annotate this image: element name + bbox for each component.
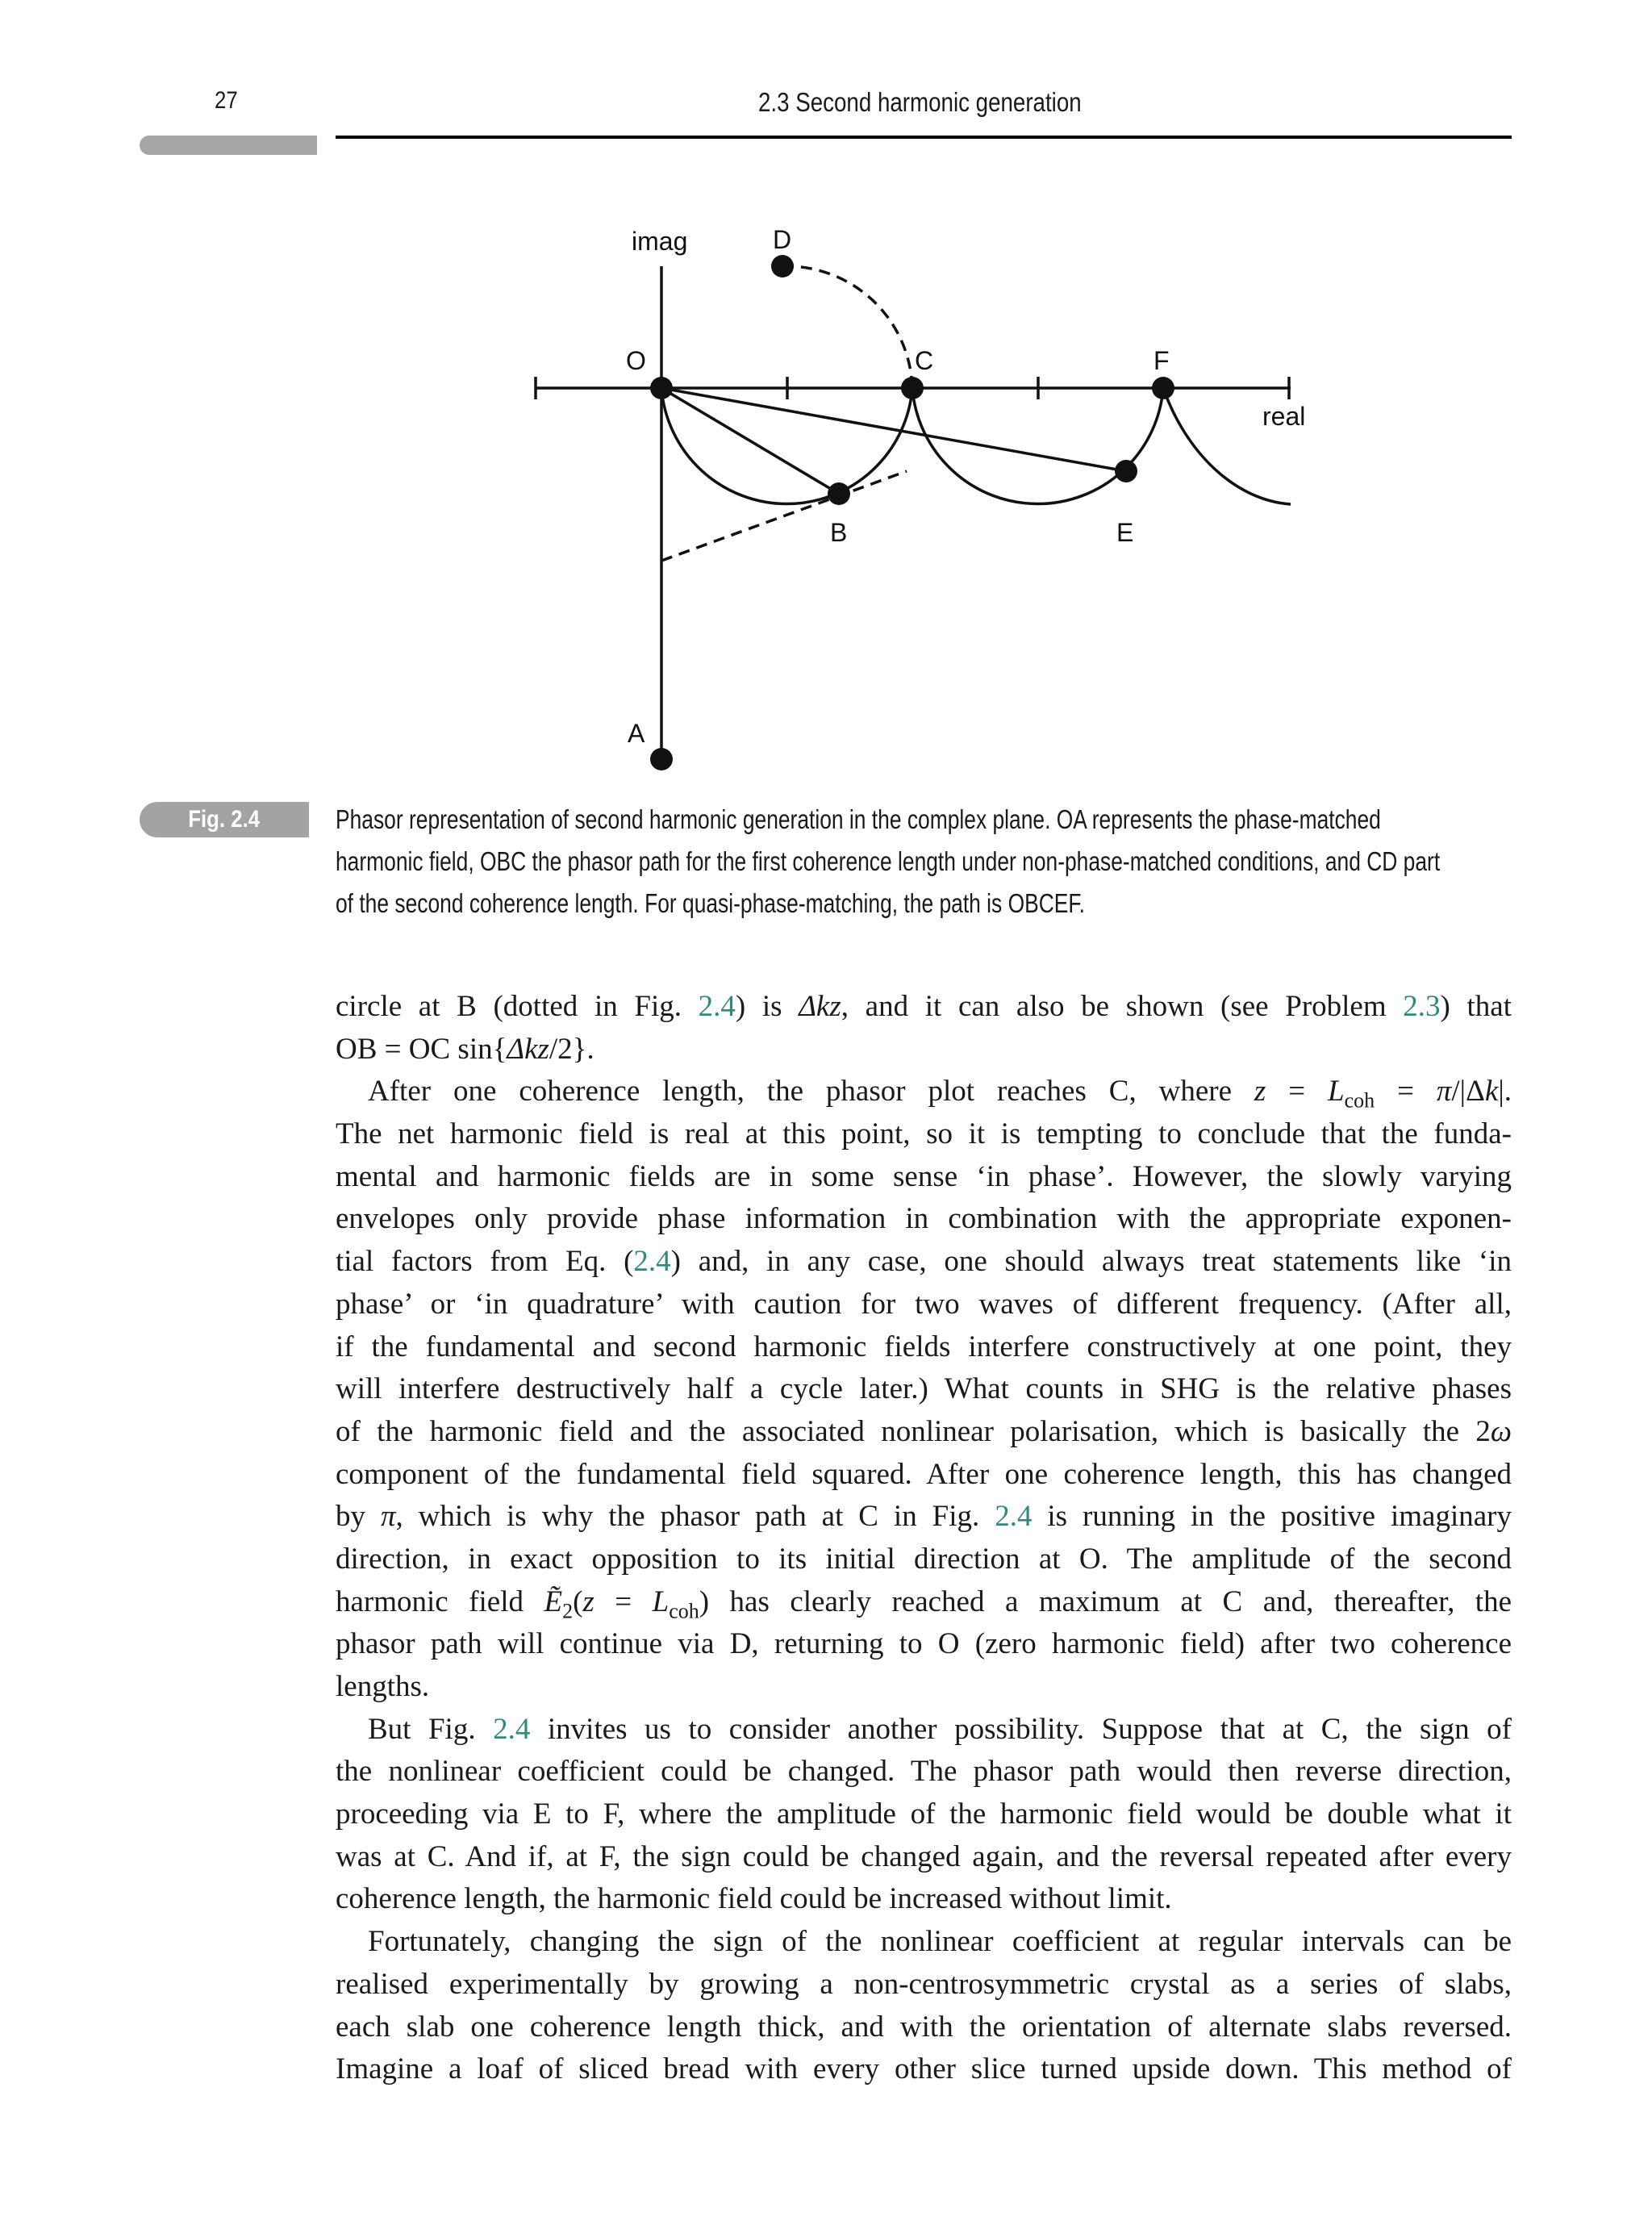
text-line: coherence length, the harmonic field could be increased without limit. (336, 1882, 1172, 1916)
point-o (650, 377, 673, 399)
arc-cef (912, 388, 1163, 504)
point-d (771, 255, 794, 278)
label-f: F (1153, 346, 1170, 375)
figure-reference-link[interactable]: 2.4 (493, 1712, 531, 1746)
tangent-dashed (661, 471, 907, 561)
text-line: the nonlinear coefficient could be changed. The phasor path would then reverse direction, (336, 1755, 1512, 1789)
point-a (650, 748, 673, 770)
text-line: Imagine a loaf of sliced bread with every other slice turned upside down. This method of (336, 2052, 1512, 2086)
text-line: of the harmonic field and the associated nonlinear polarisation, which is basically the 2ω (336, 1414, 1512, 1448)
label-e: E (1116, 518, 1134, 547)
point-f (1152, 377, 1174, 399)
text-line: But Fig. 2.4 invites us to consider another possibility. Suppose that at C, the sign of (368, 1712, 1512, 1746)
problem-reference-link[interactable]: 2.3 (1403, 990, 1441, 1023)
text-line: by π, which is why the phasor path at C in Fig. 2.4 is running in the positive imaginary (336, 1500, 1512, 1534)
text-line: was at C. And if, at F, the sign could be changed again, and the reversal repeated after every (336, 1839, 1512, 1873)
text-line: phase’ or ‘in quadrature’ with caution for two waves of different frequency. (After all, (336, 1287, 1512, 1321)
text-line: mental and harmonic fields are in some sense ‘in phase’. However, the slowly varying (336, 1159, 1512, 1193)
page-number: 27 (215, 87, 238, 114)
label-o: O (626, 346, 646, 375)
arc-obc (661, 388, 912, 504)
label-imag: imag (632, 227, 688, 256)
figure-reference-link[interactable]: 2.4 (995, 1500, 1032, 1534)
caption-line: of the second coherence length. For quasi-phase-matching, the path is OBCEF. (336, 888, 1085, 918)
body-text (336, 986, 1512, 2091)
point-c (901, 377, 924, 399)
text-line: direction, in exact opposition to its initial direction at O. The amplitude of the second (336, 1542, 1512, 1576)
point-e (1115, 460, 1137, 482)
text-line: harmonic field Ẽ$_2$(z = $L_{coh}$) has clearly reached a maximum at C and, thereafter, the (336, 1584, 1512, 1623)
point-b (828, 482, 850, 505)
arc-cd-dashed (782, 266, 912, 388)
text-line: After one coherence length, the phasor plot reaches C, where $z = L_{coh} = \pi/|\Delta k|$. (368, 1075, 1512, 1113)
text-line: proceeding via E to F, where the amplitude of the harmonic field would be double what it (336, 1797, 1512, 1831)
text-line: circle at B (dotted in Fig. 2.4) is Δkz, and it can also be shown (see Problem 2.3) that (336, 990, 1512, 1023)
running-header-title: 2.3 Second harmonic generation (758, 87, 1082, 117)
figure-reference-link[interactable]: 2.4 (698, 990, 736, 1023)
text-line: realised experimentally by growing a non-centrosymmetric crystal as a series of slabs, (336, 1967, 1512, 2001)
figure-caption (336, 799, 1562, 925)
caption-line: harmonic field, OBC the phasor path for the first coherence length under non-phase-matched conditions, and CD part (336, 846, 1441, 876)
text-line: OB = OC sin{Δkz/2}. (336, 1032, 594, 1066)
text-line: Fortunately, changing the sign of the nonlinear coefficient at regular intervals can be (368, 1925, 1512, 1959)
phasor-diagram (0, 0, 1652, 807)
text-line: will interfere destructively half a cycle later.) What counts in SHG is the relative phases (336, 1372, 1512, 1406)
label-a: A (628, 719, 645, 748)
text-line: lengths. (336, 1670, 430, 1703)
equation-reference-link[interactable]: 2.4 (633, 1245, 671, 1279)
label-d: D (773, 225, 792, 254)
text-line: component of the fundamental field squared. After one coherence length, this has changed (336, 1457, 1512, 1491)
caption-line: Phasor representation of second harmonic generation in the complex plane. OA represents the phase-matched (336, 804, 1381, 834)
text-line: envelopes only provide phase information in combination with the appropriate exponen- (336, 1202, 1512, 1236)
label-real: real (1262, 402, 1306, 431)
text-line: phasor path will continue via D, returning to O (zero harmonic field) after two coherence (336, 1627, 1512, 1661)
text-line: if the fundamental and second harmonic fields interfere constructively at one point, they (336, 1330, 1512, 1363)
text-line: tial factors from Eq. (2.4) and, in any case, one should always treat statements like ‘in (336, 1245, 1512, 1279)
text-line: The net harmonic field is real at this point, so it is tempting to conclude that the funda- (336, 1117, 1512, 1151)
figure-label: Fig. 2.4 (140, 802, 309, 837)
label-b: B (830, 518, 848, 547)
label-c: C (915, 346, 934, 375)
text-line: each slab one coherence length thick, and with the orientation of alternate slabs reversed. (336, 2010, 1512, 2044)
